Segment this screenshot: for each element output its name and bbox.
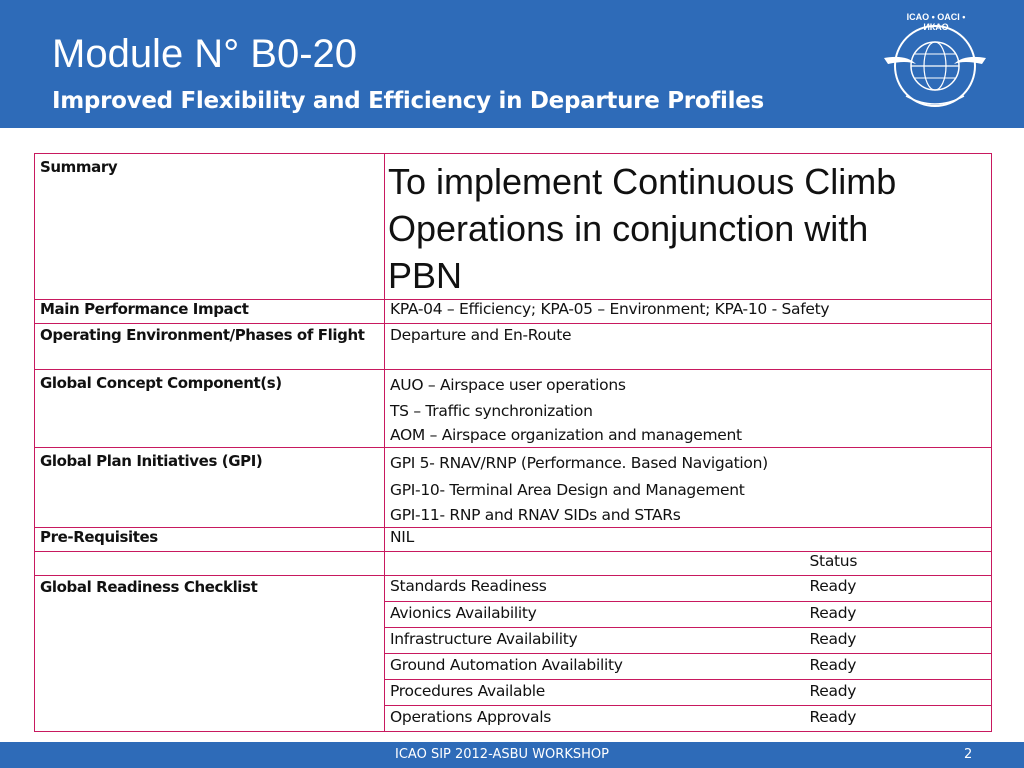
logo-text: ICAO • OACI • ИКАО <box>906 12 966 32</box>
readiness-status: Ready <box>805 576 992 602</box>
slide-subtitle: Improved Flexibility and Efficiency in Departure Profiles <box>52 88 764 114</box>
summary-line: Operations in conjunction with <box>388 208 869 249</box>
gpi-label: Global Plan Initiatives (GPI) <box>35 448 385 528</box>
operating-env-row <box>35 324 992 370</box>
list-item: GPI 5- RNAV/RNP (Performance. Based Navigation) <box>390 454 768 472</box>
slide-header <box>0 0 1024 128</box>
operating-env-label: Operating Environment/Phases of Flight <box>35 324 385 370</box>
list-item: GPI-10- Terminal Area Design and Management <box>390 481 745 499</box>
global-concept-list <box>385 370 992 448</box>
readiness-row <box>35 576 992 602</box>
readiness-item: Avionics Availability <box>385 602 805 628</box>
prereq-row <box>35 528 992 552</box>
prereq-label: Pre-Requisites <box>35 528 385 552</box>
status-header: Status <box>805 552 992 576</box>
prereq-value: NIL <box>385 528 992 552</box>
readiness-status: Ready <box>805 706 992 732</box>
readiness-item: Ground Automation Availability <box>385 654 805 680</box>
readiness-status: Ready <box>805 628 992 654</box>
gpi-row <box>35 448 992 528</box>
gpi-list <box>385 448 992 528</box>
list-item: GPI-11- RNP and RNAV SIDs and STARs <box>390 506 681 524</box>
status-header-row <box>35 552 992 576</box>
footer-text: ICAO SIP 2012-ASBU WORKSHOP <box>395 747 609 762</box>
list-item: AUO – Airspace user operations <box>390 376 626 394</box>
module-table <box>34 153 992 732</box>
summary-text <box>385 154 992 300</box>
empty-cell <box>35 552 385 576</box>
summary-row <box>35 154 992 300</box>
main-performance-label: Main Performance Impact <box>35 300 385 324</box>
readiness-item: Standards Readiness <box>385 576 805 602</box>
summary-line: PBN <box>388 255 463 296</box>
main-performance-row <box>35 300 992 324</box>
global-concept-label: Global Concept Component(s) <box>35 370 385 448</box>
main-performance-value: KPA-04 – Efficiency; KPA-05 – Environment; KPA-10 - Safety <box>385 300 992 324</box>
operating-env-value: Departure and En-Route <box>385 324 992 370</box>
readiness-item: Infrastructure Availability <box>385 628 805 654</box>
readiness-item: Operations Approvals <box>385 706 805 732</box>
global-concept-row <box>35 370 992 448</box>
list-item: TS – Traffic synchronization <box>390 402 593 420</box>
readiness-status: Ready <box>805 680 992 706</box>
slide-title: Module N° B0-20 <box>52 32 358 76</box>
readiness-item: Procedures Available <box>385 680 805 706</box>
summary-line: To implement Continuous Climb <box>388 161 897 202</box>
icao-logo-icon <box>876 8 994 120</box>
readiness-label: Global Readiness Checklist <box>35 576 385 732</box>
summary-label: Summary <box>35 154 385 300</box>
slide-footer <box>0 742 1024 768</box>
readiness-status: Ready <box>805 602 992 628</box>
readiness-status: Ready <box>805 654 992 680</box>
list-item: AOM – Airspace organization and management <box>390 426 742 444</box>
page-number: 2 <box>964 747 973 762</box>
empty-cell <box>385 552 805 576</box>
